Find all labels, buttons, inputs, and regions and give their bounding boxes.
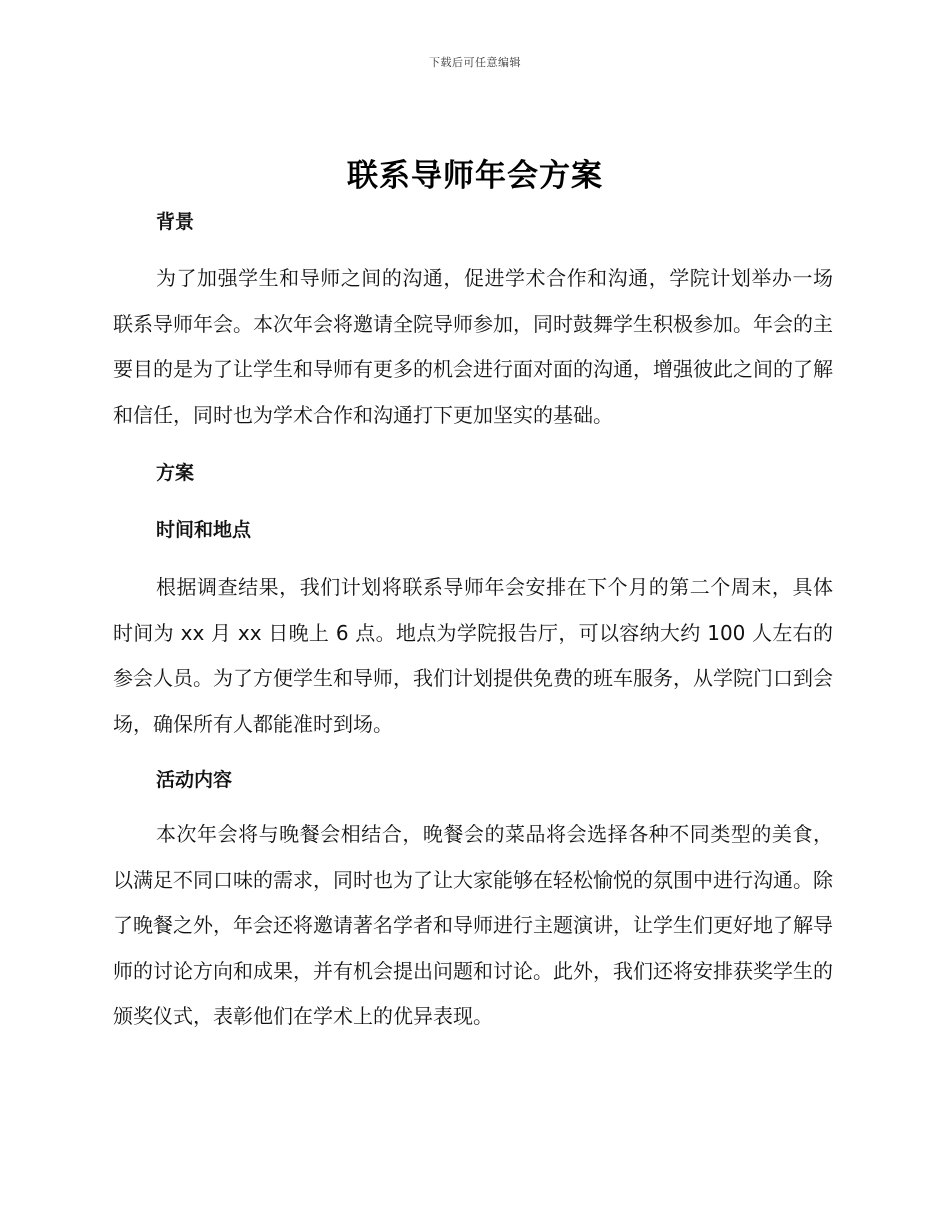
document-title: 联系导师年会方案 — [347, 158, 603, 194]
paragraph-activities: 本次年会将与晚餐会相结合，晚餐会的菜品将会选择各种不同类型的美食，以满足不同口味的需求，同时也为了让大家能够在轻松愉悦的氛围中进行沟通。除了晚餐之外，年会还将邀请著名学者和导师进行主题演讲，让学生们更好地了解导师的讨论方向和成果，并有机会提出问题和讨论。此外，我们还将安排获奖学生的颁奖仪式，表彰他们在学术上的优异表现。 — [113, 822, 833, 1028]
paragraph-background: 为了加强学生和导师之间的沟通，促进学术合作和沟通，学院计划举办一场联系导师年会。本次年会将邀请全院导师参加，同时鼓舞学生积极参加。年会的主要目的是为了让学生和导师有更多的机会进行面对面的沟通，增强彼此之间的了解和信任，同时也为学术合作和沟通打下更加坚实的基础。 — [113, 266, 833, 427]
section-heading-background: 背景 — [156, 211, 195, 233]
document-body — [113, 204, 833, 1040]
section-heading-activities: 活动内容 — [156, 769, 233, 791]
paragraph-time-place: 根据调查结果，我们计划将联系导师年会安排在下个月的第二个周末，具体时间为 xx 月 xx 日晚上 6 点。地点为学院报告厅，可以容纳大约 100 人左右的参会人员。为了方便学生和导师，我们计划提供免费的班车服务，从学院门口到会场，确保所有人都能准时到场。 — [113, 575, 833, 736]
header-note: 下载后可任意编辑 — [429, 56, 521, 69]
section-heading-plan: 方案 — [156, 462, 195, 484]
section-heading-time-place: 时间和地点 — [156, 519, 252, 541]
